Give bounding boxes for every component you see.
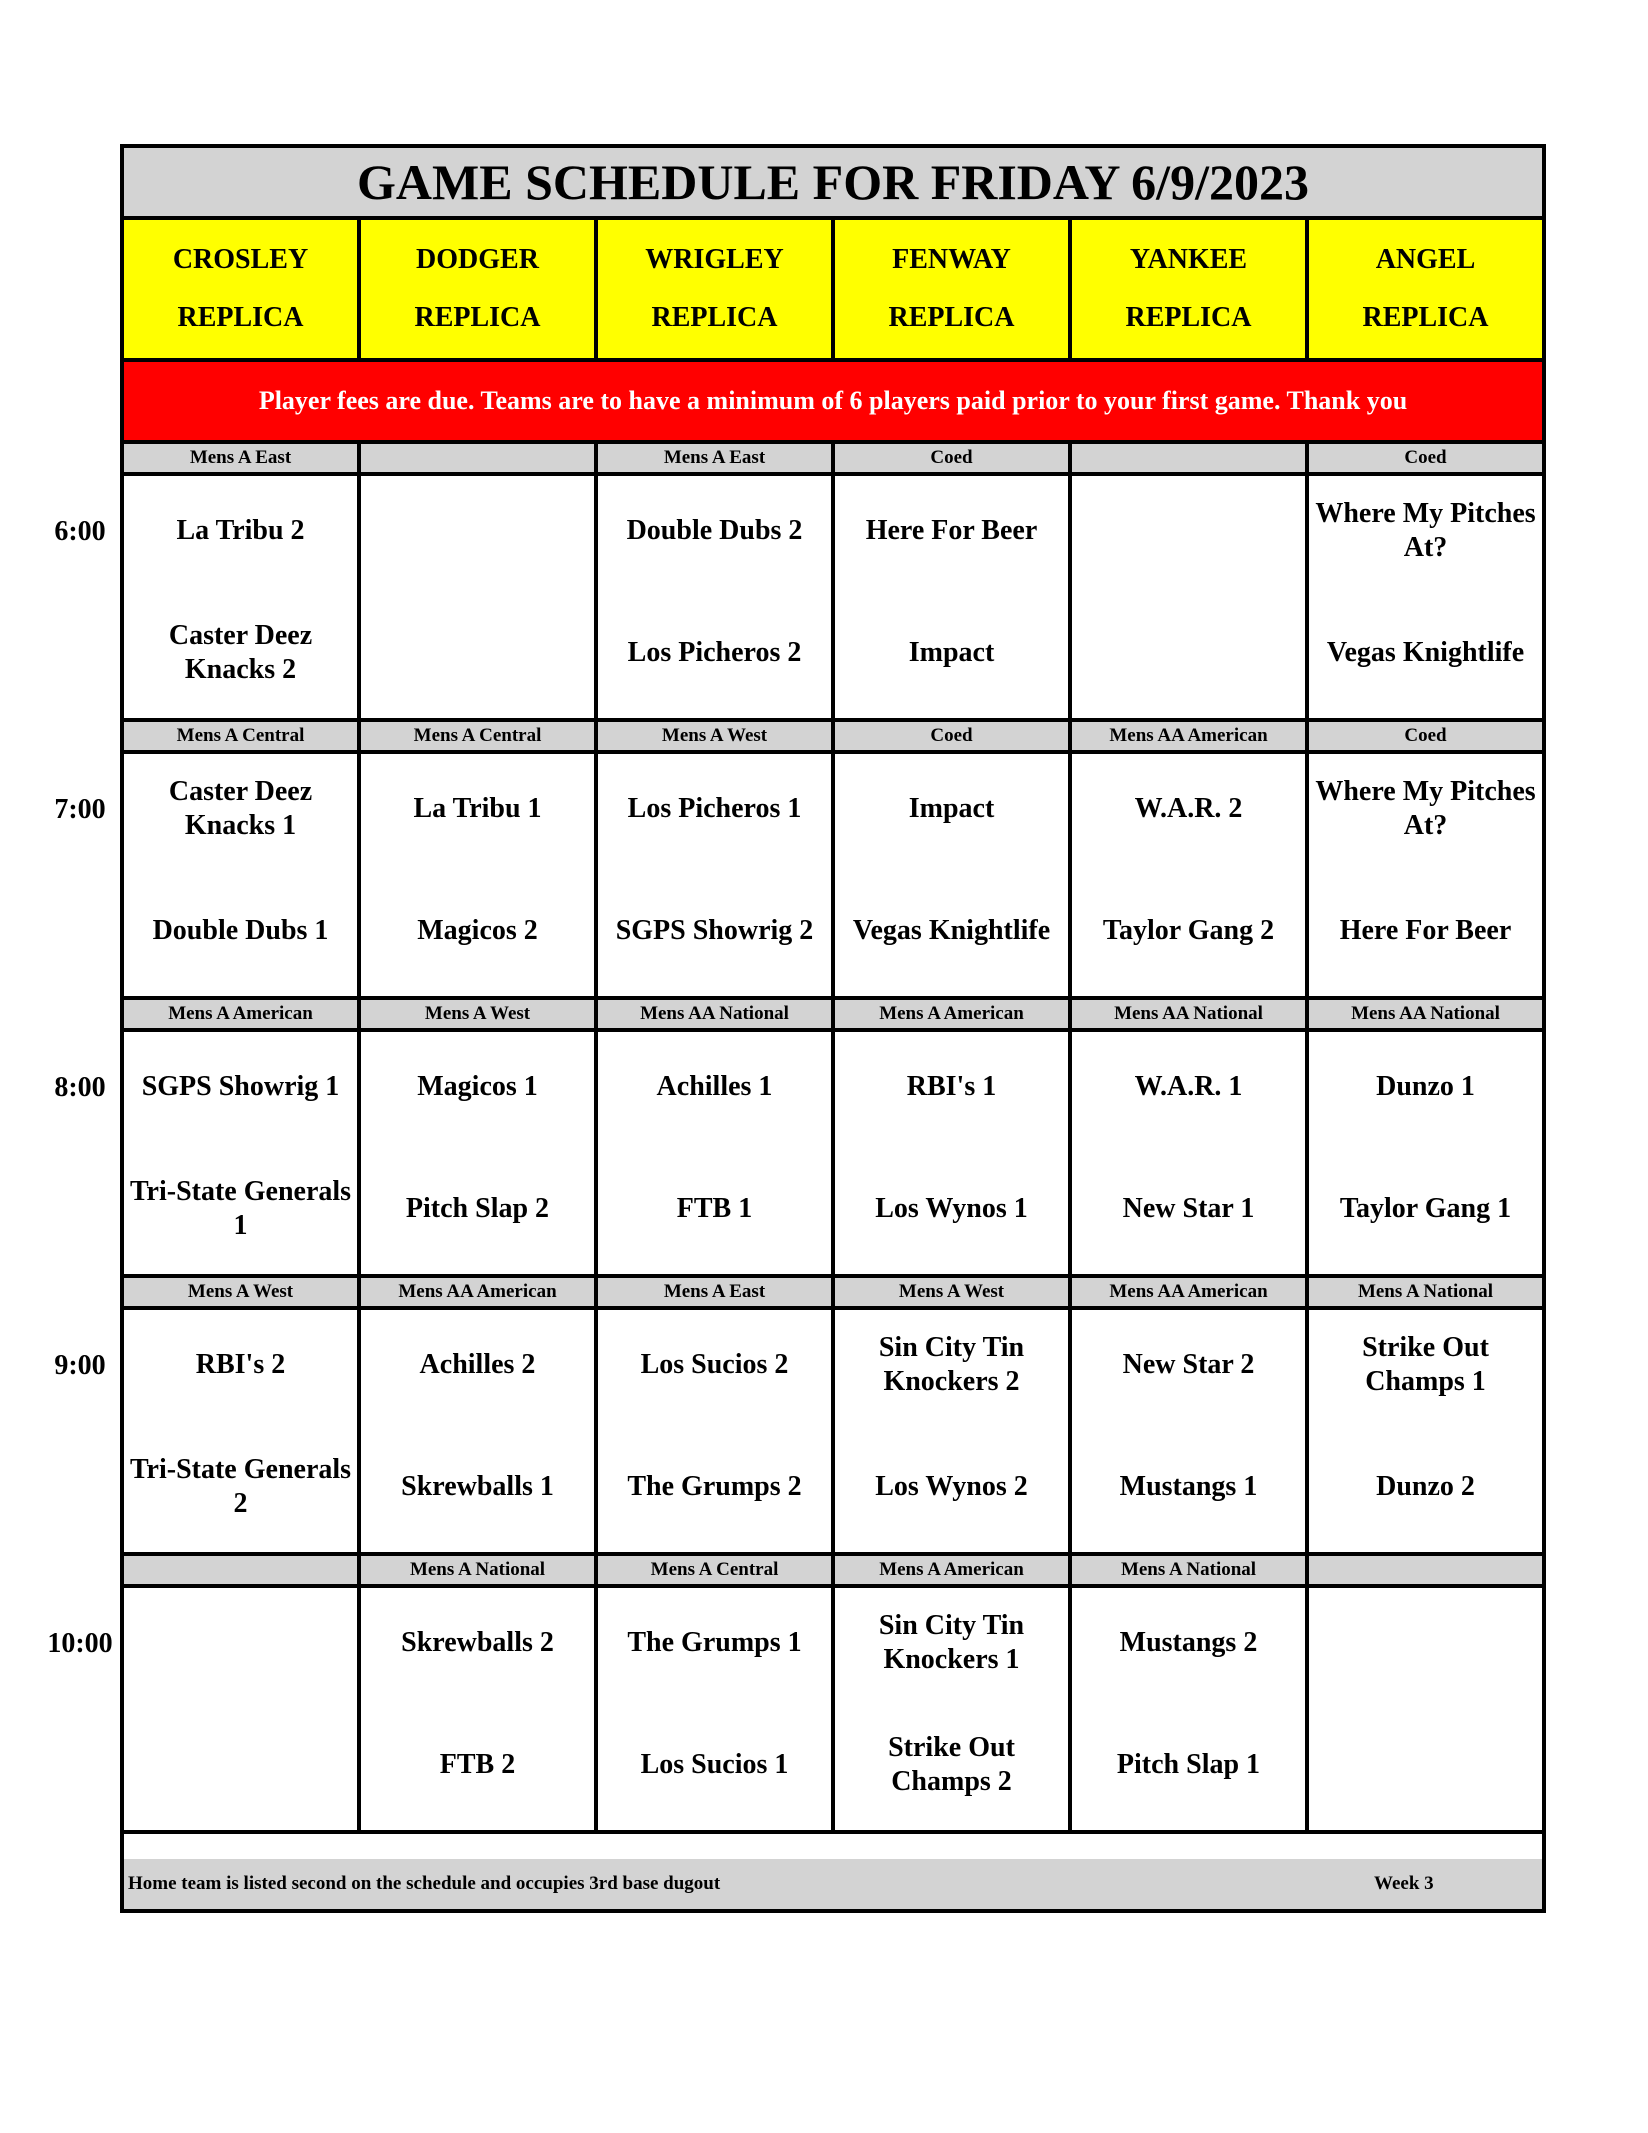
away-team: Achilles 2 — [419, 1349, 536, 1380]
away-team: RBI's 1 — [906, 1071, 997, 1102]
home-team: Skrewballs 1 — [401, 1471, 554, 1502]
game-row — [124, 1032, 1542, 1278]
home-team: Caster Deez Knacks 2 — [168, 620, 313, 685]
home-team: Los Sucios 1 — [640, 1749, 789, 1780]
game-cell — [835, 1588, 1072, 1830]
away-team: Los Sucios 2 — [640, 1349, 789, 1380]
game-row — [124, 1310, 1542, 1556]
game-cell — [835, 754, 1072, 996]
home-team: Double Dubs 1 — [152, 915, 329, 946]
away-team: Where My Pitches At? — [1315, 776, 1536, 841]
home-team: Los Picheros 2 — [627, 637, 802, 668]
home-team: FTB 1 — [676, 1193, 753, 1224]
time-slot-label: 6:00 — [54, 516, 106, 547]
field-header — [1072, 220, 1309, 358]
division-label: Mens A American — [124, 1000, 361, 1028]
division-label: Mens A Central — [124, 722, 361, 750]
field-header — [124, 220, 361, 358]
division-label — [1309, 1556, 1542, 1584]
away-team: Double Dubs 2 — [626, 515, 803, 546]
game-cell — [1072, 1032, 1309, 1274]
home-team — [124, 1728, 357, 1802]
field-sub: REPLICA — [888, 302, 1015, 333]
away-team: Mustangs 2 — [1119, 1627, 1258, 1658]
away-team: La Tribu 1 — [413, 793, 542, 824]
home-team: Magicos 2 — [417, 915, 538, 946]
division-row — [124, 444, 1542, 476]
time-slot-label: 7:00 — [54, 794, 106, 825]
game-row — [124, 1588, 1542, 1834]
away-team: Sin City Tin Knockers 1 — [878, 1610, 1025, 1675]
away-team — [1309, 1606, 1542, 1680]
field-header — [835, 220, 1072, 358]
game-cell — [361, 1032, 598, 1274]
away-team: Impact — [908, 793, 995, 824]
game-cell — [124, 754, 361, 996]
time-slot-label: 8:00 — [54, 1072, 106, 1103]
division-label: Mens A Central — [598, 1556, 835, 1584]
away-team: Achilles 1 — [656, 1071, 773, 1102]
away-team: Where My Pitches At? — [1315, 498, 1536, 563]
division-label: Coed — [1404, 447, 1447, 468]
game-cell — [835, 476, 1072, 718]
away-team: W.A.R. 2 — [1134, 793, 1243, 824]
field-sub: REPLICA — [177, 302, 304, 333]
away-team: La Tribu 2 — [176, 515, 305, 546]
away-team: Strike Out Champs 1 — [1362, 1332, 1489, 1397]
away-team: The Grumps 1 — [627, 1627, 802, 1658]
game-cell — [598, 1032, 835, 1274]
game-cell — [1072, 1310, 1309, 1552]
game-cell — [835, 1032, 1072, 1274]
week-label: Week 3 — [1374, 1873, 1434, 1894]
game-cell — [1309, 476, 1542, 718]
home-team: New Star 1 — [1122, 1193, 1255, 1224]
home-team: Pitch Slap 1 — [1116, 1749, 1261, 1780]
schedule-sheet — [120, 144, 1546, 1913]
division-label: Mens AA National — [1072, 1000, 1309, 1028]
game-cell — [124, 1588, 361, 1830]
division-label: Mens A National — [361, 1556, 598, 1584]
away-team: Magicos 1 — [417, 1071, 538, 1102]
game-cell — [598, 1310, 835, 1552]
home-team: Mustangs 1 — [1119, 1471, 1258, 1502]
away-team — [361, 494, 594, 568]
field-header — [1309, 220, 1542, 358]
game-cell — [361, 1588, 598, 1830]
division-label — [124, 1556, 361, 1584]
away-team: RBI's 2 — [195, 1349, 286, 1380]
field-sub: REPLICA — [1362, 302, 1489, 333]
home-team: Dunzo 2 — [1376, 1471, 1475, 1502]
game-cell — [1309, 1310, 1542, 1552]
away-team — [124, 1606, 357, 1680]
field-name: WRIGLEY — [645, 244, 784, 275]
game-cell — [598, 1588, 835, 1830]
home-team: SGPS Showrig 2 — [615, 915, 814, 946]
division-label: Mens A National — [1072, 1556, 1309, 1584]
home-team — [361, 616, 594, 690]
home-team: Taylor Gang 1 — [1339, 1193, 1512, 1224]
home-team: Los Wynos 2 — [875, 1471, 1028, 1502]
game-cell — [1072, 1588, 1309, 1830]
game-row — [124, 754, 1542, 1000]
away-team: W.A.R. 1 — [1134, 1071, 1243, 1102]
home-team: Pitch Slap 2 — [405, 1193, 550, 1224]
game-cell — [1309, 1588, 1542, 1830]
division-label: Mens A National — [1357, 1281, 1494, 1302]
away-team: Los Picheros 1 — [627, 793, 802, 824]
page-title: GAME SCHEDULE FOR FRIDAY 6/9/2023 — [124, 148, 1542, 220]
home-team: Los Wynos 1 — [875, 1193, 1028, 1224]
home-team: Tri-State Generals 2 — [129, 1454, 352, 1519]
game-cell — [124, 1310, 361, 1552]
home-team — [1072, 616, 1305, 690]
division-label — [361, 444, 598, 472]
game-cell — [124, 1032, 361, 1274]
division-label: Mens A East — [598, 1278, 835, 1306]
home-team: FTB 2 — [439, 1749, 516, 1780]
field-sub: REPLICA — [414, 302, 541, 333]
footer-bar — [124, 1859, 1542, 1909]
away-team: Here For Beer — [865, 515, 1038, 546]
game-cell — [361, 476, 598, 718]
time-slot-label: 10:00 — [47, 1628, 113, 1659]
home-team — [1309, 1728, 1542, 1802]
away-team: Caster Deez Knacks 1 — [168, 776, 313, 841]
away-team: SGPS Showrig 1 — [141, 1071, 340, 1102]
field-name: CROSLEY — [172, 244, 309, 275]
division-label: Mens A West — [124, 1278, 361, 1306]
home-team-note: Home team is listed second on the schedule and occupies 3rd base dugout — [128, 1873, 721, 1894]
division-label: Mens A East — [124, 444, 361, 472]
home-team: Strike Out Champs 2 — [888, 1732, 1015, 1797]
home-team: Here For Beer — [1339, 915, 1512, 946]
division-label: Mens AA National — [1351, 1003, 1500, 1024]
division-label: Mens A American — [835, 1556, 1072, 1584]
division-row — [124, 722, 1542, 754]
field-header — [361, 220, 598, 358]
time-slot-label: 9:00 — [54, 1350, 106, 1381]
field-name: YANKEE — [1129, 244, 1248, 275]
away-team: New Star 2 — [1122, 1349, 1255, 1380]
division-label: Mens AA American — [361, 1278, 598, 1306]
home-team: Impact — [908, 637, 995, 668]
field-name: ANGEL — [1375, 244, 1476, 275]
home-team: Taylor Gang 2 — [1102, 915, 1275, 946]
division-row — [124, 1000, 1542, 1032]
field-sub: REPLICA — [651, 302, 778, 333]
game-cell — [1072, 476, 1309, 718]
division-label: Coed — [835, 722, 1072, 750]
away-team — [1072, 494, 1305, 568]
game-row — [124, 476, 1542, 722]
away-team: Sin City Tin Knockers 2 — [878, 1332, 1025, 1397]
away-team: Skrewballs 2 — [401, 1627, 554, 1658]
division-label: Mens A American — [835, 1000, 1072, 1028]
division-label — [1072, 444, 1309, 472]
game-cell — [361, 754, 598, 996]
home-team: Tri-State Generals 1 — [129, 1176, 352, 1241]
field-header — [598, 220, 835, 358]
division-label: Coed — [835, 444, 1072, 472]
home-team: Vegas Knightlife — [1326, 637, 1525, 668]
game-cell — [1072, 754, 1309, 996]
away-team: Dunzo 1 — [1376, 1071, 1475, 1102]
division-label: Mens AA American — [1072, 1278, 1309, 1306]
game-cell — [361, 1310, 598, 1552]
division-label: Mens A East — [598, 444, 835, 472]
field-name: FENWAY — [892, 244, 1011, 275]
home-team: Vegas Knightlife — [852, 915, 1051, 946]
division-label: Mens AA National — [598, 1000, 835, 1028]
game-cell — [124, 476, 361, 718]
game-cell — [1309, 754, 1542, 996]
field-header-row — [124, 220, 1542, 362]
game-cell — [835, 1310, 1072, 1552]
game-cell — [598, 476, 835, 718]
division-row — [124, 1278, 1542, 1310]
fee-notice-banner: Player fees are due. Teams are to have a minimum of 6 players paid prior to your first game. Thank you — [124, 362, 1542, 444]
division-label: Mens A West — [598, 722, 835, 750]
game-cell — [1309, 1032, 1542, 1274]
division-label: Mens A Central — [361, 722, 598, 750]
division-label: Mens A West — [835, 1278, 1072, 1306]
division-row — [124, 1556, 1542, 1588]
division-label: Mens AA American — [1072, 722, 1309, 750]
game-cell — [598, 754, 835, 996]
home-team: The Grumps 2 — [627, 1471, 802, 1502]
field-name: DODGER — [416, 244, 539, 275]
division-label: Mens A West — [361, 1000, 598, 1028]
field-sub: REPLICA — [1125, 302, 1252, 333]
division-label: Coed — [1404, 725, 1447, 746]
